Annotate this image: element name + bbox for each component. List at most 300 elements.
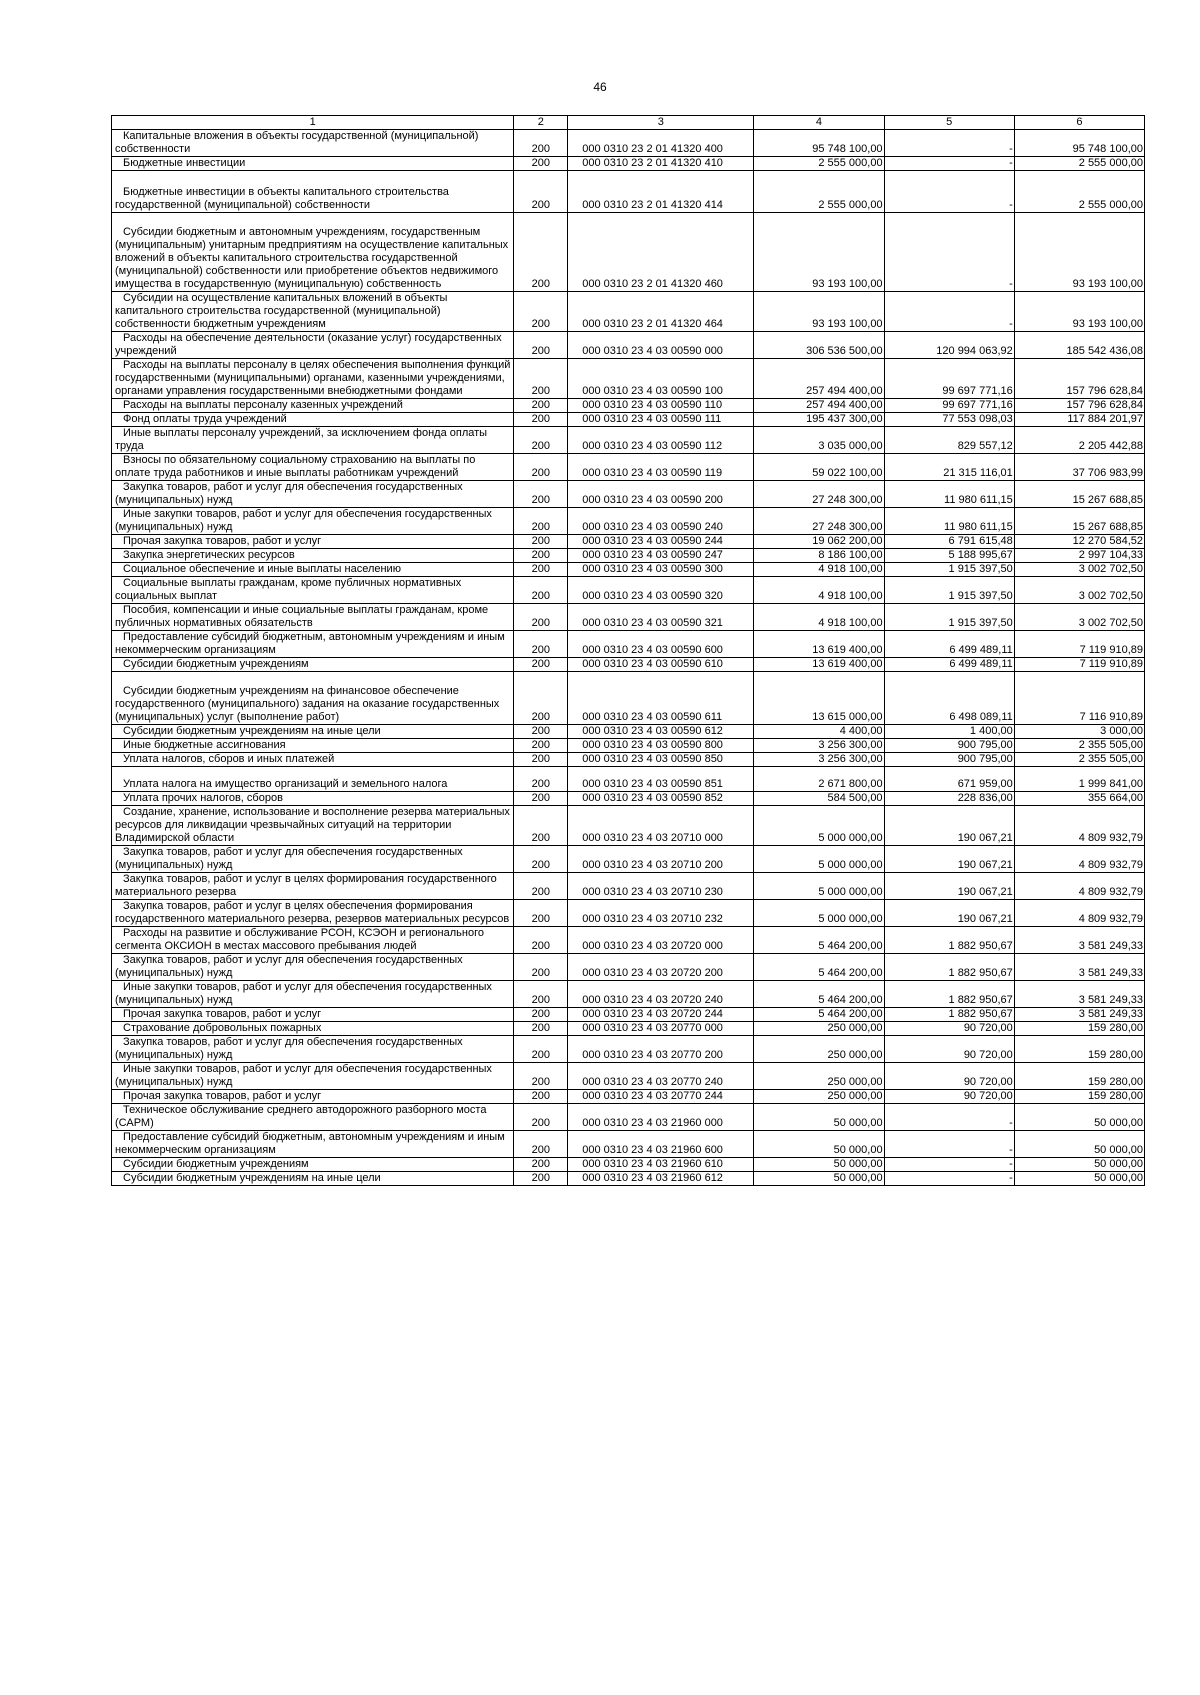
table-row xyxy=(112,981,1145,1008)
row-plan: 13 619 400,00 xyxy=(754,658,884,672)
row-plan: 5 464 200,00 xyxy=(754,927,884,954)
row-plan: 4 400,00 xyxy=(754,725,884,739)
row-executed: - xyxy=(884,1158,1014,1172)
row-kbk: 000 0310 23 4 03 00590 240 xyxy=(568,508,754,535)
row-remaining: 3 002 702,50 xyxy=(1014,604,1144,631)
row-code: 200 xyxy=(514,767,568,792)
row-code: 200 xyxy=(514,672,568,725)
column-header: 6 xyxy=(1014,116,1144,130)
table-row xyxy=(112,1090,1145,1104)
column-header: 2 xyxy=(514,116,568,130)
row-name: Субсидии бюджетным учреждениям на иные цели xyxy=(112,725,514,739)
row-kbk: 000 0310 23 4 03 21960 000 xyxy=(568,1104,754,1131)
row-name: Социальное обеспечение и иные выплаты населению xyxy=(112,563,514,577)
row-code: 200 xyxy=(514,1008,568,1022)
row-executed: 1 915 397,50 xyxy=(884,577,1014,604)
row-remaining: 2 355 505,00 xyxy=(1014,753,1144,767)
row-executed: 11 980 611,15 xyxy=(884,481,1014,508)
table-row xyxy=(112,413,1145,427)
table-row xyxy=(112,767,1145,792)
row-plan: 5 464 200,00 xyxy=(754,1008,884,1022)
row-name: Субсидии бюджетным учреждениям на финансовое обеспечение государственного (муниципального) задания на оказание государственных (муниципальных) услуг (выполнение работ) xyxy=(112,672,514,725)
row-plan: 5 464 200,00 xyxy=(754,981,884,1008)
table-row xyxy=(112,535,1145,549)
table-row xyxy=(112,1131,1145,1158)
row-name: Иные закупки товаров, работ и услуг для обеспечения государственных (муниципальных) нужд xyxy=(112,508,514,535)
column-header: 3 xyxy=(568,116,754,130)
table-row xyxy=(112,753,1145,767)
row-executed: 1 882 950,67 xyxy=(884,927,1014,954)
row-kbk: 000 0310 23 4 03 00590 610 xyxy=(568,658,754,672)
table-row xyxy=(112,927,1145,954)
row-plan: 5 000 000,00 xyxy=(754,873,884,900)
table-row xyxy=(112,873,1145,900)
row-executed: 1 915 397,50 xyxy=(884,563,1014,577)
row-kbk: 000 0310 23 4 03 00590 247 xyxy=(568,549,754,563)
row-kbk: 000 0310 23 4 03 00590 321 xyxy=(568,604,754,631)
row-remaining: 3 002 702,50 xyxy=(1014,577,1144,604)
row-kbk: 000 0310 23 2 01 41320 400 xyxy=(568,130,754,157)
row-executed: 1 882 950,67 xyxy=(884,954,1014,981)
row-executed: 120 994 063,92 xyxy=(884,332,1014,359)
table-row xyxy=(112,399,1145,413)
table-row xyxy=(112,213,1145,292)
row-remaining: 159 280,00 xyxy=(1014,1090,1144,1104)
row-kbk: 000 0310 23 4 03 20720 240 xyxy=(568,981,754,1008)
column-header: 1 xyxy=(112,116,514,130)
row-plan: 250 000,00 xyxy=(754,1022,884,1036)
table-row xyxy=(112,481,1145,508)
row-plan: 257 494 400,00 xyxy=(754,359,884,399)
row-name: Уплата прочих налогов, сборов xyxy=(112,792,514,806)
row-name: Взносы по обязательному социальному страхованию на выплаты по оплате труда работников и иные выплаты работникам учреждений xyxy=(112,454,514,481)
row-plan: 3 256 300,00 xyxy=(754,753,884,767)
row-kbk: 000 0310 23 4 03 00590 111 xyxy=(568,413,754,427)
row-code: 200 xyxy=(514,577,568,604)
row-remaining: 4 809 932,79 xyxy=(1014,806,1144,846)
table-row xyxy=(112,900,1145,927)
table-row xyxy=(112,454,1145,481)
row-remaining: 4 809 932,79 xyxy=(1014,846,1144,873)
row-executed: - xyxy=(884,292,1014,332)
row-code: 200 xyxy=(514,1090,568,1104)
row-remaining: 4 809 932,79 xyxy=(1014,900,1144,927)
row-executed: 5 188 995,67 xyxy=(884,549,1014,563)
row-name: Социальные выплаты гражданам, кроме публичных нормативных социальных выплат xyxy=(112,577,514,604)
row-code: 200 xyxy=(514,1022,568,1036)
row-executed: - xyxy=(884,130,1014,157)
row-kbk: 000 0310 23 4 03 21960 612 xyxy=(568,1172,754,1186)
row-remaining: 37 706 983,99 xyxy=(1014,454,1144,481)
row-kbk: 000 0310 23 2 01 41320 460 xyxy=(568,213,754,292)
row-remaining: 3 581 249,33 xyxy=(1014,927,1144,954)
row-kbk: 000 0310 23 4 03 00590 852 xyxy=(568,792,754,806)
table-row xyxy=(112,1104,1145,1131)
row-code: 200 xyxy=(514,631,568,658)
row-name: Техническое обслуживание среднего автодорожного разборного моста (САРМ) xyxy=(112,1104,514,1131)
row-remaining: 2 355 505,00 xyxy=(1014,739,1144,753)
row-name: Расходы на развитие и обслуживание РСОН, КСЭОН и регионального сегмента ОКСИОН в местах массового пребывания людей xyxy=(112,927,514,954)
row-plan: 95 748 100,00 xyxy=(754,130,884,157)
row-name: Закупка товаров, работ и услуг для обеспечения государственных (муниципальных) нужд xyxy=(112,954,514,981)
row-remaining: 2 205 442,88 xyxy=(1014,427,1144,454)
row-code: 200 xyxy=(514,739,568,753)
row-executed: 6 499 489,11 xyxy=(884,631,1014,658)
row-kbk: 000 0310 23 4 03 00590 611 xyxy=(568,672,754,725)
row-kbk: 000 0310 23 2 01 41320 410 xyxy=(568,157,754,171)
row-name: Бюджетные инвестиции xyxy=(112,157,514,171)
row-plan: 5 000 000,00 xyxy=(754,806,884,846)
table-row xyxy=(112,954,1145,981)
row-remaining: 185 542 436,08 xyxy=(1014,332,1144,359)
row-kbk: 000 0310 23 4 03 00590 200 xyxy=(568,481,754,508)
row-name: Создание, хранение, использование и восполнение резерва материальных ресурсов для ликвидации чрезвычайных ситуаций на территории Владимирской области xyxy=(112,806,514,846)
row-code: 200 xyxy=(514,873,568,900)
row-executed: 190 067,21 xyxy=(884,900,1014,927)
row-executed: 6 498 089,11 xyxy=(884,672,1014,725)
row-kbk: 000 0310 23 4 03 00590 110 xyxy=(568,399,754,413)
row-plan: 3 256 300,00 xyxy=(754,739,884,753)
row-remaining: 7 116 910,89 xyxy=(1014,672,1144,725)
row-remaining: 50 000,00 xyxy=(1014,1158,1144,1172)
budget-table xyxy=(111,115,1145,1186)
table-row xyxy=(112,1036,1145,1063)
row-code: 200 xyxy=(514,927,568,954)
row-remaining: 15 267 688,85 xyxy=(1014,481,1144,508)
row-kbk: 000 0310 23 4 03 00590 100 xyxy=(568,359,754,399)
row-executed: - xyxy=(884,213,1014,292)
row-name: Расходы на выплаты персоналу в целях обеспечения выполнения функций государственными (муниципальными) органами, казенными учреждениями, органами управления государственными внебюджетными фондами xyxy=(112,359,514,399)
table-row xyxy=(112,792,1145,806)
row-code: 200 xyxy=(514,806,568,846)
row-remaining: 3 581 249,33 xyxy=(1014,1008,1144,1022)
row-plan: 306 536 500,00 xyxy=(754,332,884,359)
row-name: Пособия, компенсации и иные социальные выплаты гражданам, кроме публичных нормативных обязательств xyxy=(112,604,514,631)
row-executed: 6 791 615,48 xyxy=(884,535,1014,549)
row-code: 200 xyxy=(514,413,568,427)
table-row xyxy=(112,157,1145,171)
table-row xyxy=(112,292,1145,332)
row-remaining: 2 555 000,00 xyxy=(1014,157,1144,171)
column-header: 5 xyxy=(884,116,1014,130)
row-name: Иные закупки товаров, работ и услуг для обеспечения государственных (муниципальных) нужд xyxy=(112,981,514,1008)
row-name: Закупка товаров, работ и услуг для обеспечения государственных (муниципальных) нужд xyxy=(112,1036,514,1063)
row-executed: 6 499 489,11 xyxy=(884,658,1014,672)
row-code: 200 xyxy=(514,563,568,577)
row-plan: 195 437 300,00 xyxy=(754,413,884,427)
row-remaining: 93 193 100,00 xyxy=(1014,292,1144,332)
row-executed: 1 882 950,67 xyxy=(884,1008,1014,1022)
row-remaining: 4 809 932,79 xyxy=(1014,873,1144,900)
row-kbk: 000 0310 23 2 01 41320 464 xyxy=(568,292,754,332)
row-plan: 50 000,00 xyxy=(754,1158,884,1172)
row-remaining: 159 280,00 xyxy=(1014,1022,1144,1036)
row-name: Закупка энергетических ресурсов xyxy=(112,549,514,563)
row-code: 200 xyxy=(514,508,568,535)
row-executed: 190 067,21 xyxy=(884,846,1014,873)
table-row xyxy=(112,1158,1145,1172)
row-name: Фонд оплаты труда учреждений xyxy=(112,413,514,427)
table-row xyxy=(112,359,1145,399)
row-name: Уплата налогов, сборов и иных платежей xyxy=(112,753,514,767)
row-name: Страхование добровольных пожарных xyxy=(112,1022,514,1036)
row-name: Субсидии бюджетным учреждениям xyxy=(112,658,514,672)
row-name: Прочая закупка товаров, работ и услуг xyxy=(112,1090,514,1104)
row-name: Предоставление субсидий бюджетным, автономным учреждениям и иным некоммерческим организациям xyxy=(112,1131,514,1158)
row-code: 200 xyxy=(514,604,568,631)
row-remaining: 159 280,00 xyxy=(1014,1036,1144,1063)
row-executed: 99 697 771,16 xyxy=(884,359,1014,399)
row-plan: 4 918 100,00 xyxy=(754,563,884,577)
row-plan: 250 000,00 xyxy=(754,1036,884,1063)
row-executed: 671 959,00 xyxy=(884,767,1014,792)
row-plan: 59 022 100,00 xyxy=(754,454,884,481)
row-executed: 1 400,00 xyxy=(884,725,1014,739)
row-kbk: 000 0310 23 4 03 20770 200 xyxy=(568,1036,754,1063)
row-remaining: 2 997 104,33 xyxy=(1014,549,1144,563)
row-remaining: 50 000,00 xyxy=(1014,1172,1144,1186)
table-row xyxy=(112,1063,1145,1090)
row-code: 200 xyxy=(514,725,568,739)
row-plan: 2 671 800,00 xyxy=(754,767,884,792)
row-name: Предоставление субсидий бюджетным, автономным учреждениям и иным некоммерческим организациям xyxy=(112,631,514,658)
row-kbk: 000 0310 23 4 03 00590 320 xyxy=(568,577,754,604)
row-kbk: 000 0310 23 4 03 20710 200 xyxy=(568,846,754,873)
row-remaining: 7 119 910,89 xyxy=(1014,658,1144,672)
row-remaining: 95 748 100,00 xyxy=(1014,130,1144,157)
row-code: 200 xyxy=(514,399,568,413)
row-executed: 1 882 950,67 xyxy=(884,981,1014,1008)
row-name: Субсидии бюджетным учреждениям xyxy=(112,1158,514,1172)
row-name: Расходы на обеспечение деятельности (оказание услуг) государственных учреждений xyxy=(112,332,514,359)
table-row xyxy=(112,604,1145,631)
row-kbk: 000 0310 23 4 03 20720 244 xyxy=(568,1008,754,1022)
row-kbk: 000 0310 23 4 03 20710 230 xyxy=(568,873,754,900)
row-name: Закупка товаров, работ и услуг в целях формирования государственного материального резерва xyxy=(112,873,514,900)
row-kbk: 000 0310 23 4 03 00590 612 xyxy=(568,725,754,739)
row-executed: - xyxy=(884,1172,1014,1186)
row-name: Иные бюджетные ассигнования xyxy=(112,739,514,753)
row-plan: 4 918 100,00 xyxy=(754,577,884,604)
row-executed: 21 315 116,01 xyxy=(884,454,1014,481)
row-kbk: 000 0310 23 4 03 00590 119 xyxy=(568,454,754,481)
row-code: 200 xyxy=(514,954,568,981)
row-remaining: 2 555 000,00 xyxy=(1014,171,1144,213)
row-remaining: 3 002 702,50 xyxy=(1014,563,1144,577)
row-name: Расходы на выплаты персоналу казенных учреждений xyxy=(112,399,514,413)
row-remaining: 50 000,00 xyxy=(1014,1104,1144,1131)
row-executed: 190 067,21 xyxy=(884,806,1014,846)
row-code: 200 xyxy=(514,1131,568,1158)
row-remaining: 12 270 584,52 xyxy=(1014,535,1144,549)
row-name: Субсидии на осуществление капитальных вложений в объекты капитального строительства государственной (муниципальной) собственности бюджетным учреждениям xyxy=(112,292,514,332)
row-plan: 5 000 000,00 xyxy=(754,900,884,927)
row-name: Прочая закупка товаров, работ и услуг xyxy=(112,535,514,549)
table-row xyxy=(112,1008,1145,1022)
row-remaining: 3 581 249,33 xyxy=(1014,981,1144,1008)
table-row xyxy=(112,508,1145,535)
row-code: 200 xyxy=(514,1104,568,1131)
row-plan: 5 464 200,00 xyxy=(754,954,884,981)
row-kbk: 000 0310 23 4 03 00590 851 xyxy=(568,767,754,792)
row-executed: 90 720,00 xyxy=(884,1063,1014,1090)
row-code: 200 xyxy=(514,535,568,549)
row-kbk: 000 0310 23 4 03 20770 000 xyxy=(568,1022,754,1036)
table-row xyxy=(112,1022,1145,1036)
row-plan: 584 500,00 xyxy=(754,792,884,806)
row-executed: 99 697 771,16 xyxy=(884,399,1014,413)
row-plan: 4 918 100,00 xyxy=(754,604,884,631)
row-executed: - xyxy=(884,1131,1014,1158)
row-plan: 5 000 000,00 xyxy=(754,846,884,873)
column-header: 4 xyxy=(754,116,884,130)
row-kbk: 000 0310 23 4 03 20710 000 xyxy=(568,806,754,846)
row-plan: 2 555 000,00 xyxy=(754,157,884,171)
row-code: 200 xyxy=(514,1172,568,1186)
header-row xyxy=(112,116,1145,130)
row-plan: 27 248 300,00 xyxy=(754,481,884,508)
row-remaining: 157 796 628,84 xyxy=(1014,399,1144,413)
row-plan: 250 000,00 xyxy=(754,1063,884,1090)
row-executed: 90 720,00 xyxy=(884,1022,1014,1036)
row-executed: 829 557,12 xyxy=(884,427,1014,454)
table-row xyxy=(112,130,1145,157)
row-executed: 1 915 397,50 xyxy=(884,604,1014,631)
row-code: 200 xyxy=(514,157,568,171)
row-executed: 90 720,00 xyxy=(884,1090,1014,1104)
row-remaining: 1 999 841,00 xyxy=(1014,767,1144,792)
row-executed: - xyxy=(884,171,1014,213)
table-row xyxy=(112,846,1145,873)
row-kbk: 000 0310 23 4 03 00590 300 xyxy=(568,563,754,577)
row-kbk: 000 0310 23 2 01 41320 414 xyxy=(568,171,754,213)
table-row xyxy=(112,563,1145,577)
table-row xyxy=(112,631,1145,658)
row-remaining: 159 280,00 xyxy=(1014,1063,1144,1090)
row-kbk: 000 0310 23 4 03 00590 800 xyxy=(568,739,754,753)
row-code: 200 xyxy=(514,1036,568,1063)
row-name: Субсидии бюджетным и автономным учреждениям, государственным (муниципальным) унитарным предприятиям на осуществление капитальных вложений в объекты капитального строительства государственной (муниципальной) собственности или приобретение объектов недвижимого имущества в государственную (муниципальную) собственность xyxy=(112,213,514,292)
row-plan: 27 248 300,00 xyxy=(754,508,884,535)
row-kbk: 000 0310 23 4 03 21960 600 xyxy=(568,1131,754,1158)
row-executed: 900 795,00 xyxy=(884,739,1014,753)
table-row xyxy=(112,672,1145,725)
row-plan: 257 494 400,00 xyxy=(754,399,884,413)
row-name: Прочая закупка товаров, работ и услуг xyxy=(112,1008,514,1022)
row-name: Бюджетные инвестиции в объекты капитального строительства государственной (муниципальной) собственности xyxy=(112,171,514,213)
row-kbk: 000 0310 23 4 03 20720 000 xyxy=(568,927,754,954)
table-row xyxy=(112,725,1145,739)
row-plan: 2 555 000,00 xyxy=(754,171,884,213)
row-code: 200 xyxy=(514,549,568,563)
row-code: 200 xyxy=(514,1158,568,1172)
row-remaining: 50 000,00 xyxy=(1014,1131,1144,1158)
row-kbk: 000 0310 23 4 03 00590 244 xyxy=(568,535,754,549)
row-plan: 13 615 000,00 xyxy=(754,672,884,725)
row-code: 200 xyxy=(514,753,568,767)
row-kbk: 000 0310 23 4 03 20720 200 xyxy=(568,954,754,981)
row-executed: 11 980 611,15 xyxy=(884,508,1014,535)
row-kbk: 000 0310 23 4 03 00590 850 xyxy=(568,753,754,767)
row-code: 200 xyxy=(514,900,568,927)
row-executed: - xyxy=(884,1104,1014,1131)
row-code: 200 xyxy=(514,332,568,359)
row-code: 200 xyxy=(514,981,568,1008)
row-plan: 19 062 200,00 xyxy=(754,535,884,549)
table-row xyxy=(112,549,1145,563)
table-row xyxy=(112,658,1145,672)
row-executed: 90 720,00 xyxy=(884,1036,1014,1063)
row-plan: 3 035 000,00 xyxy=(754,427,884,454)
row-remaining: 7 119 910,89 xyxy=(1014,631,1144,658)
row-name: Закупка товаров, работ и услуг для обеспечения государственных (муниципальных) нужд xyxy=(112,481,514,508)
table-row xyxy=(112,171,1145,213)
row-plan: 13 619 400,00 xyxy=(754,631,884,658)
row-code: 200 xyxy=(514,292,568,332)
row-code: 200 xyxy=(514,130,568,157)
page-number: 46 xyxy=(593,80,607,94)
row-kbk: 000 0310 23 4 03 20770 244 xyxy=(568,1090,754,1104)
table-row xyxy=(112,427,1145,454)
table-row xyxy=(112,806,1145,846)
row-remaining: 3 581 249,33 xyxy=(1014,954,1144,981)
row-code: 200 xyxy=(514,359,568,399)
row-executed: 900 795,00 xyxy=(884,753,1014,767)
row-executed: - xyxy=(884,157,1014,171)
row-kbk: 000 0310 23 4 03 20770 240 xyxy=(568,1063,754,1090)
row-code: 200 xyxy=(514,846,568,873)
row-executed: 190 067,21 xyxy=(884,873,1014,900)
row-code: 200 xyxy=(514,658,568,672)
table-row xyxy=(112,577,1145,604)
row-code: 200 xyxy=(514,213,568,292)
row-kbk: 000 0310 23 4 03 00590 112 xyxy=(568,427,754,454)
row-kbk: 000 0310 23 4 03 21960 610 xyxy=(568,1158,754,1172)
table-row xyxy=(112,1172,1145,1186)
row-executed: 77 553 098,03 xyxy=(884,413,1014,427)
row-remaining: 15 267 688,85 xyxy=(1014,508,1144,535)
row-name: Иные выплаты персоналу учреждений, за исключением фонда оплаты труда xyxy=(112,427,514,454)
row-code: 200 xyxy=(514,792,568,806)
row-code: 200 xyxy=(514,481,568,508)
row-name: Закупка товаров, работ и услуг в целях обеспечения формирования государственного материального резерва, резервов материальных ресурсов xyxy=(112,900,514,927)
row-name: Закупка товаров, работ и услуг для обеспечения государственных (муниципальных) нужд xyxy=(112,846,514,873)
row-remaining: 93 193 100,00 xyxy=(1014,213,1144,292)
row-remaining: 117 884 201,97 xyxy=(1014,413,1144,427)
row-plan: 250 000,00 xyxy=(754,1090,884,1104)
row-kbk: 000 0310 23 4 03 00590 600 xyxy=(568,631,754,658)
row-plan: 8 186 100,00 xyxy=(754,549,884,563)
row-code: 200 xyxy=(514,171,568,213)
row-plan: 50 000,00 xyxy=(754,1172,884,1186)
row-plan: 93 193 100,00 xyxy=(754,292,884,332)
row-plan: 93 193 100,00 xyxy=(754,213,884,292)
row-plan: 50 000,00 xyxy=(754,1131,884,1158)
row-code: 200 xyxy=(514,427,568,454)
row-name: Субсидии бюджетным учреждениям на иные цели xyxy=(112,1172,514,1186)
row-remaining: 355 664,00 xyxy=(1014,792,1144,806)
row-kbk: 000 0310 23 4 03 00590 000 xyxy=(568,332,754,359)
row-code: 200 xyxy=(514,454,568,481)
row-remaining: 3 000,00 xyxy=(1014,725,1144,739)
table-row xyxy=(112,739,1145,753)
row-plan: 50 000,00 xyxy=(754,1104,884,1131)
row-executed: 228 836,00 xyxy=(884,792,1014,806)
row-name: Капитальные вложения в объекты государственной (муниципальной) собственности xyxy=(112,130,514,157)
row-code: 200 xyxy=(514,1063,568,1090)
row-name: Уплата налога на имущество организаций и земельного налога xyxy=(112,767,514,792)
table-row xyxy=(112,332,1145,359)
